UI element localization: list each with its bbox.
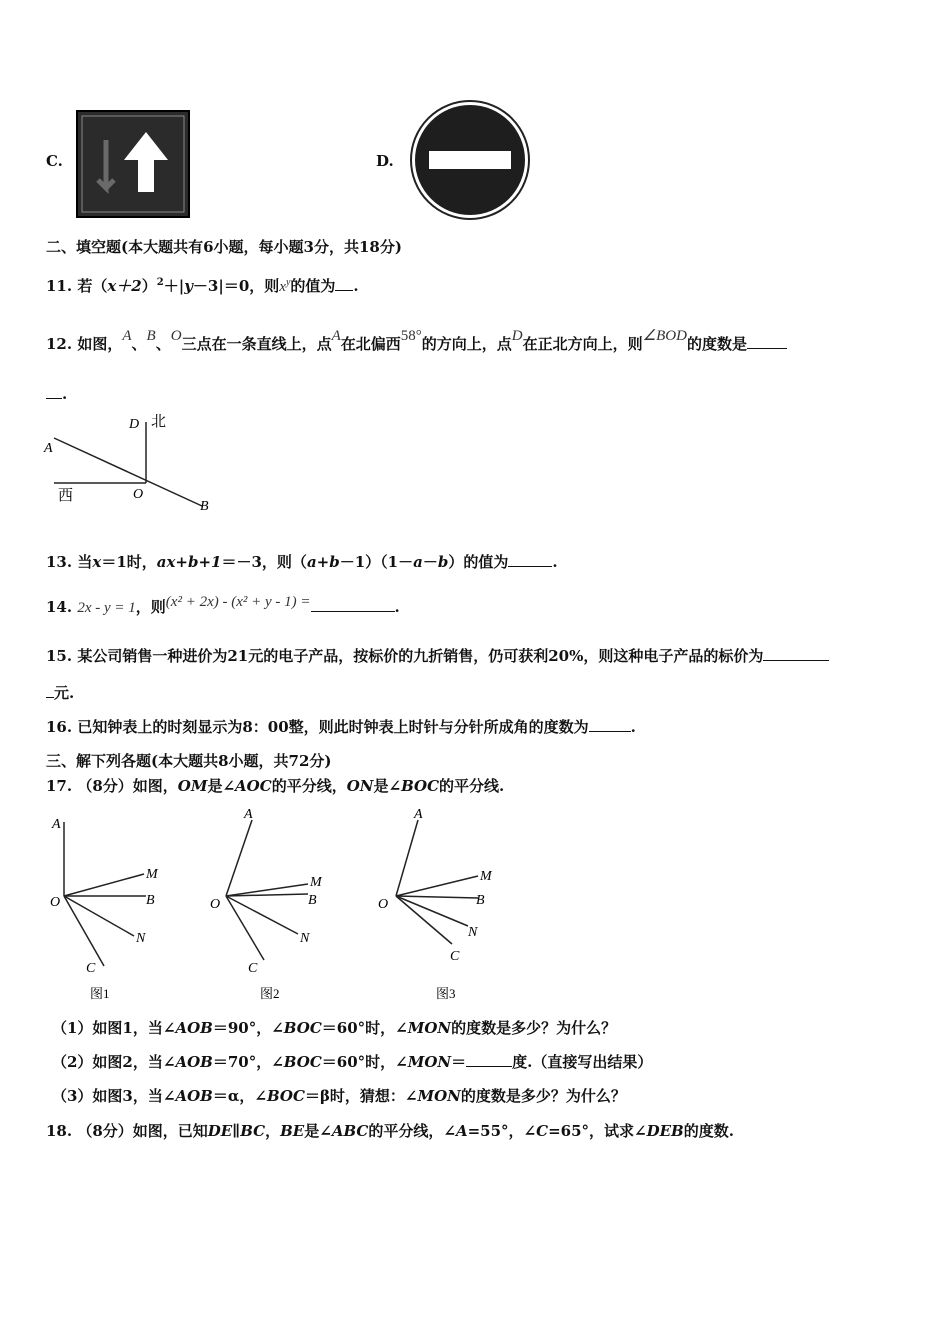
q17-s2-text-e: 度.（直接写出结果） [512,1053,653,1071]
q14-end: . [394,598,400,616]
q17-on: ON [346,777,374,795]
q18-text-4: 的平分线，∠ [368,1122,456,1140]
q18-text-6: =65°，试求∠ [548,1122,647,1140]
q17-s3-mon: MON [417,1087,461,1105]
q17-s2-text-b: ＝70°，∠ [212,1053,284,1071]
q15-unit: 元. [54,684,75,702]
q18-text-2: ， [265,1122,281,1140]
q18-parallel: ∥ [232,1122,241,1140]
fig12-label-north: 北 [151,414,167,430]
question-16 [46,716,636,737]
q15-answer-blank-2 [46,683,54,698]
q11-text-1: 若（ [77,277,108,295]
q11-square: 2 [156,277,164,288]
ray-oa [396,820,418,896]
q11-text-5: 的值为 [290,277,336,295]
q14-condition: 2x - y = 1 [77,600,136,616]
ray-om [64,874,144,896]
q18-text-1: 如图，已知 [132,1122,208,1140]
q13-text-3: ＝－3，则（ [221,553,307,571]
q16-text: 已知钟表上的时刻显示为8：00整，则此时钟表上时针与分针所成角的度数为 [77,718,589,736]
q13-expr-1: a+b [306,553,340,571]
q13-end: . [552,553,558,571]
q17-sub-3 [52,1085,626,1106]
q17-s2-text-d: ＝ [451,1053,467,1071]
question-11 [46,275,359,296]
ray-ob [396,896,478,898]
q18-text-3: 是∠ [304,1122,332,1140]
figure-17-2 [208,798,338,1008]
fig2-label-a: A [244,807,253,822]
figure-q12 [40,410,230,518]
fig12-label-d: D [129,417,140,432]
ray-on [396,896,468,926]
q17-s1-boc: BOC [283,1019,322,1037]
q14-expression: (x² + 2x) - (x² + y - 1) = [165,594,311,610]
q18-a: A [455,1122,468,1140]
fig3-caption: 图3 [436,986,456,1001]
option-c-label: C. [46,152,63,170]
q11-text-4: －3|＝0，则 [192,277,280,295]
q17-text-4: 是∠ [373,777,402,795]
option-d-label: D. [376,152,394,170]
q12-number: 12. [46,335,73,353]
fig1-label-o: O [50,895,61,910]
question-17 [46,775,504,796]
q17-s2-text-c: ＝60°时，∠ [321,1053,408,1071]
q12-sep-2: 、 [155,335,171,353]
q14-number: 14. [46,598,73,616]
fig12-label-west: 西 [58,488,74,504]
q18-be: BE [280,1122,305,1140]
fig3-label-b: B [476,893,485,908]
q13-text-1: 当 [77,553,93,571]
q11-power-exp: y [285,277,291,288]
q17-s3-text-c: ＝β时，猜想：∠ [304,1087,418,1105]
q12-text-5: 在正北方向上，则 [522,335,643,353]
q12-angle-bod: ∠BOD [642,328,687,344]
fig1-label-c: C [86,961,96,976]
q15-answer-blank [763,646,829,661]
q17-s3-boc: BOC [266,1087,305,1105]
q12-answer-blank [747,334,787,349]
q12-end: . [62,385,68,403]
q18-bc: BC [240,1122,266,1140]
fig12-label-a: A [44,441,53,456]
fig2-caption: 图2 [260,986,280,1001]
q17-score: （8分） [77,777,133,795]
fig12-label-b: B [200,499,209,514]
q17-s3-text-b: ＝α，∠ [212,1087,267,1105]
sign-d-image [407,99,533,221]
fig2-label-b: B [308,893,317,908]
q17-s2-aob: AOB [175,1053,213,1071]
q12-point-o: O [170,328,182,344]
q17-s3-text-a: （3）如图3，当∠ [52,1087,176,1105]
section-two-header: 二、填空题(本大题共有6小题，每小题3分，共18分) [46,238,402,256]
no-entry-bar-icon [429,151,511,169]
q17-s1-text-c: ＝60°时，∠ [321,1019,408,1037]
q18-deb: DEB [646,1122,684,1140]
q13-number: 13. [46,553,73,571]
q12-degree: 58° [400,328,422,344]
q12-sep-1: 、 [131,335,147,353]
ray-on [64,896,134,936]
fig1-label-b: B [146,893,155,908]
q14-answer-blank [311,597,395,612]
q12-text-4: 的方向上，点 [421,335,512,353]
question-12 [46,328,787,354]
q18-c: C [536,1122,549,1140]
q18-score: （8分） [77,1122,133,1140]
ray-oc [396,896,452,944]
fig2-label-c: C [248,961,258,976]
q17-s1-text-a: （1）如图1，当∠ [52,1019,176,1037]
fig12-label-o: O [133,487,144,502]
q11-text-2: ） [141,277,157,295]
q12-point-a2: A [331,328,341,344]
sign-c-frame [77,111,189,217]
q13-a: a [413,553,423,571]
q17-text-5: 的平分线. [439,777,505,795]
q17-s1-aob: AOB [175,1019,213,1037]
q16-answer-blank [589,717,631,732]
q17-s2-text-a: （2）如图2，当∠ [52,1053,176,1071]
figure-17-1 [44,808,174,1008]
fig1-label-n: N [136,931,146,946]
q17-s1-mon: MON [407,1019,452,1037]
q17-aoc: AOC [235,777,272,795]
q17-text-1: 如图， [132,777,178,795]
question-15 [46,645,829,666]
fig3-label-c: C [450,949,460,964]
fig2-label-o: O [210,897,221,912]
q13-x: x [92,553,102,571]
question-18 [46,1120,734,1141]
section-three-header: 三、解下列各题(本大题共8小题，共72分) [46,752,332,770]
q16-number: 16. [46,718,73,736]
q11-expr: x＋2 [107,277,142,295]
q11-y: y [184,277,193,295]
q12-continuation [46,384,67,403]
q17-text-3: 的平分线， [271,777,347,795]
q17-sub-1 [52,1017,616,1038]
q18-number: 18. [46,1122,73,1140]
figure-17-3 [374,798,514,1008]
q13-text-6: ）的值为 [448,553,509,571]
q12-text-6: 的度数是 [686,335,747,353]
q17-boc: BOC [401,777,440,795]
fig2-label-n: N [300,931,310,946]
q12-text-1: 如图， [77,335,123,353]
q11-text-3: ＋| [163,277,185,295]
q17-s2-boc: BOC [283,1053,322,1071]
q17-s3-text-d: 的度数是多少？为什么？ [460,1087,626,1105]
q17-text-2: 是∠ [207,777,236,795]
q13-equation: ax+b+1 [156,553,222,571]
question-13 [46,551,558,572]
q18-de: DE [207,1122,233,1140]
q11-number: 11. [46,277,73,295]
fig3-label-n: N [468,925,478,940]
q12-point-b: B [146,328,156,344]
q14-text-1: ，则 [135,598,166,616]
q15-text: 某公司销售一种进价为21元的电子产品，按标价的九折销售，仍可获利20%，则这种电子产品的标价为 [77,647,764,665]
q16-end: . [630,718,636,736]
fig1-label-a: A [52,817,61,832]
q15-continuation [46,682,74,703]
q18-abc: ABC [331,1122,369,1140]
q17-number: 17. [46,777,73,795]
q18-text-7: 的度数. [683,1122,734,1140]
q13-text-2: ＝1时， [101,553,157,571]
q11-answer-blank [335,276,353,291]
q17-om: OM [177,777,208,795]
ray-oa [226,820,252,896]
q13-b: b [437,553,449,571]
fig2-label-m: M [310,875,322,890]
q17-s1-text-d: 的度数是多少？为什么？ [451,1019,617,1037]
q11-end: . [353,277,359,295]
sign-c-image [76,110,190,218]
fig3-label-m: M [480,869,492,884]
q15-number: 15. [46,647,73,665]
q18-text-5: =55°，∠ [467,1122,537,1140]
q11-power-base: x [279,279,286,295]
line-aob [54,438,202,506]
q13-text-4: －1）（1－ [339,553,414,571]
q17-s1-text-b: ＝90°，∠ [212,1019,284,1037]
question-14 [46,596,400,617]
q13-answer-blank [508,552,552,567]
q17-s2-mon: MON [407,1053,452,1071]
fig1-caption: 图1 [90,986,110,1001]
ray-om [396,876,478,896]
fig1-label-m: M [146,867,158,882]
q12-text-3: 在北偏西 [340,335,401,353]
q12-text-2: 三点在一条直线上，点 [181,335,332,353]
fig3-label-a: A [414,807,423,822]
q17-sub-2 [52,1051,652,1072]
q13-text-5: － [422,553,438,571]
q12-answer-blank-2 [46,384,62,399]
q17-s2-answer-blank [466,1052,512,1067]
fig3-label-o: O [378,897,389,912]
q17-s3-aob: AOB [175,1087,213,1105]
ray-oc [64,896,104,966]
q12-point-d: D [511,328,523,344]
q12-point-a: A [122,328,132,344]
